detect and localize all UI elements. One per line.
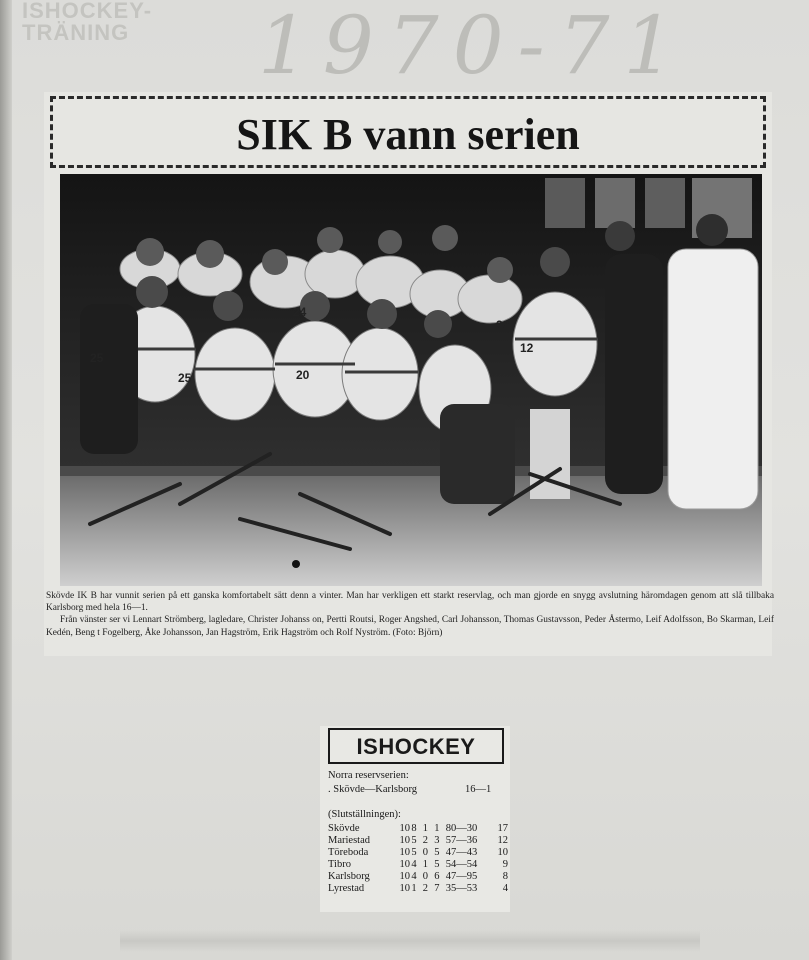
results-box — [320, 726, 510, 912]
team-name: Mariestad — [328, 835, 370, 846]
goal-difference: 47—43 — [445, 847, 478, 858]
standings-title: (Slutställningen): — [328, 809, 401, 820]
table-row — [328, 883, 508, 895]
jersey-number: 25 — [90, 351, 104, 365]
losses: 7 — [434, 883, 440, 894]
table-row — [328, 859, 508, 871]
photo-caption — [46, 590, 774, 639]
faded-heading: ISHOCKEY- TRÄNING — [22, 0, 153, 45]
goal-difference: 57—36 — [445, 835, 478, 846]
caption-paragraph: Från vänster ser vi Lennart Strömberg, lagledare, Christer Johanss on, Pertti Routsi, Roger Angshed, Carl Johansson, Thomas Gustavsson, Peder Åstermo, Leif Adolfsson, Bo Skarman, Leif Kedén, Beng t Fogelberg, Åke Johansson, Jan Hagström, Erik Hagström och Rolf Nyström. (Foto: Björn) — [46, 615, 774, 638]
wins: 8 — [411, 823, 417, 834]
headline: SIK B vann serien — [236, 110, 580, 159]
handwritten-year: 1970-71 — [258, 0, 689, 92]
table-row — [328, 823, 508, 835]
games-played: 10 — [399, 823, 410, 834]
team-name: Skövde — [328, 823, 360, 834]
losses: 5 — [434, 859, 440, 870]
goal-difference: 47—95 — [445, 871, 478, 882]
match-teams: . Skövde—Karlsborg — [328, 784, 418, 795]
jersey-number: 12 — [520, 341, 534, 355]
team-photo — [60, 174, 762, 586]
draws: 1 — [422, 859, 429, 870]
team-name: Töreboda — [328, 847, 369, 858]
series-title: Norra reservserien: — [328, 770, 409, 781]
jersey-number: 24 — [293, 305, 307, 319]
games-played: 10 — [399, 871, 410, 882]
points: 17 — [497, 823, 508, 834]
points: 8 — [502, 871, 508, 882]
team-name: Tibro — [328, 859, 351, 870]
jersey-number: 20 — [296, 368, 310, 382]
draws: 2 — [422, 835, 429, 846]
wins: 5 — [411, 835, 417, 846]
points: 9 — [502, 859, 508, 870]
team-name: Karlsborg — [328, 871, 370, 882]
points: 12 — [497, 835, 508, 846]
faded-background-clipping — [22, 0, 197, 80]
wins: 4 — [411, 871, 417, 882]
caption-paragraph: Skövde IK B har vunnit serien på ett ganska komfortabelt sätt denn a vinter. Man har verkligen ett starkt reservlag, och man gjorde en snygg avslutning häromdagen genom att slå tillbaka Karlsborg med hela 16—1. — [46, 591, 774, 614]
wins: 5 — [411, 847, 417, 858]
page-binding-edge — [0, 0, 12, 960]
table-row — [328, 871, 508, 883]
wins: 4 — [411, 859, 417, 870]
draws: 0 — [422, 871, 429, 882]
goal-difference: 80—30 — [445, 823, 478, 834]
team-name: Lyrestad — [328, 883, 365, 894]
goal-difference: 35—53 — [445, 883, 478, 894]
results-header-frame — [328, 728, 504, 764]
wins: 1 — [411, 883, 417, 894]
table-row — [328, 835, 508, 847]
draws: 1 — [422, 823, 429, 834]
losses: 3 — [434, 835, 440, 846]
losses: 6 — [434, 871, 440, 882]
goal-difference: 54—54 — [445, 859, 478, 870]
games-played: 10 — [399, 883, 410, 894]
games-played: 10 — [399, 847, 410, 858]
losses: 5 — [434, 847, 440, 858]
jersey-number: 22 — [496, 318, 510, 332]
draws: 2 — [422, 883, 429, 894]
points: 4 — [502, 883, 508, 894]
table-row — [328, 847, 508, 859]
headline-frame — [50, 96, 766, 168]
draws: 0 — [422, 847, 429, 858]
results-header: ISHOCKEY — [356, 734, 476, 759]
match-result — [328, 784, 503, 796]
losses: 1 — [434, 823, 440, 834]
points: 10 — [497, 847, 508, 858]
games-played: 10 — [399, 835, 410, 846]
jersey-number: 25 — [178, 371, 192, 385]
match-score: 16—1 — [465, 784, 492, 795]
games-played: 10 — [399, 859, 410, 870]
standings-table — [328, 823, 508, 895]
faded-bottom-text — [120, 930, 700, 952]
